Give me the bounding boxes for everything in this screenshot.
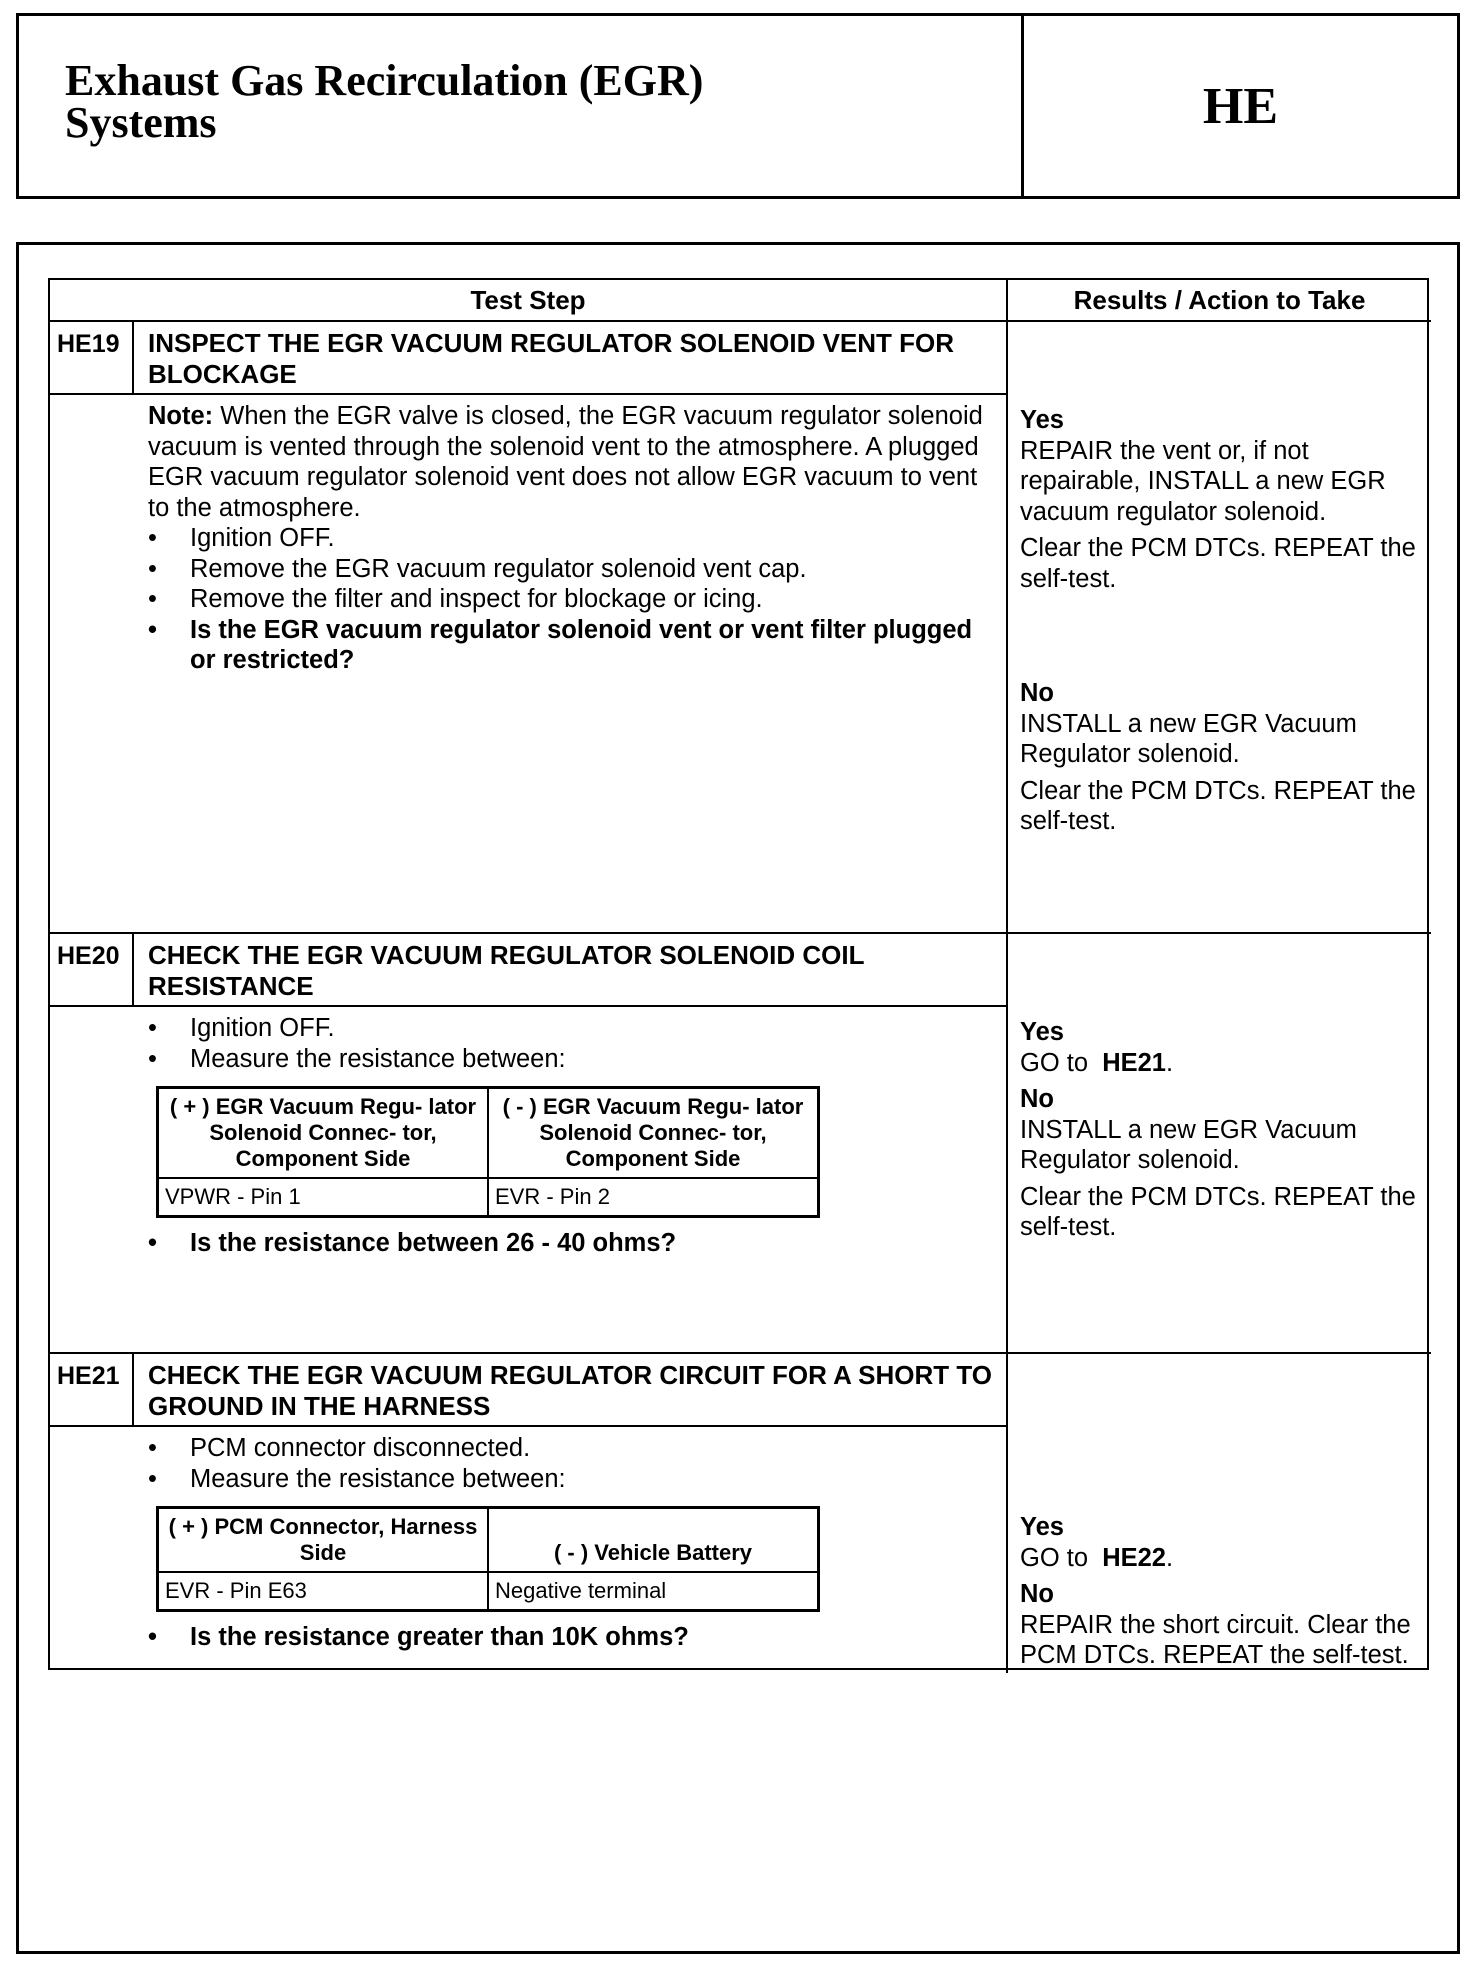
- step-id: HE19: [50, 322, 134, 395]
- no-label: No: [1020, 1580, 1054, 1608]
- meas-value-positive: EVR - Pin E63: [158, 1572, 489, 1611]
- step-id: HE20: [50, 934, 134, 1007]
- go-to-step: HE22: [1102, 1543, 1166, 1572]
- yes-action: GO to HE22.: [1020, 1543, 1174, 1572]
- measurement-table: [156, 1506, 820, 1612]
- meas-header-positive: ( + ) EGR Vacuum Regu- lator Solenoid Connec- tor, Component Side: [158, 1088, 489, 1179]
- step-results: [1008, 1354, 1431, 1673]
- page-title: [19, 16, 1024, 196]
- step-bullets: [148, 523, 996, 676]
- bullet-item: • Ignition OFF.: [148, 523, 996, 554]
- page-title-line1: Exhaust Gas Recirculation (EGR): [65, 56, 704, 105]
- step-bullets: [148, 1013, 996, 1074]
- step-title: CHECK THE EGR VACUUM REGULATOR SOLENOID COIL RESISTANCE: [134, 934, 1008, 1007]
- page-header: [16, 13, 1460, 199]
- step-id: HE21: [50, 1354, 134, 1427]
- bullet-item: • PCM connector disconnected.: [148, 1433, 996, 1464]
- column-header-test-step: Test Step: [50, 280, 1008, 322]
- no-followup: Clear the PCM DTCs. REPEAT the self-test.: [1020, 776, 1416, 835]
- step-body: [50, 1007, 1008, 1354]
- step-results: [1008, 934, 1431, 1354]
- yes-action: GO to HE21.: [1020, 1048, 1174, 1077]
- bullet-item: • Remove the filter and inspect for blockage or icing.: [148, 584, 996, 615]
- step-title: CHECK THE EGR VACUUM REGULATOR CIRCUIT FOR A SHORT TO GROUND IN THE HARNESS: [134, 1354, 1008, 1427]
- step-results: [1008, 322, 1431, 934]
- no-action: INSTALL a new EGR Vacuum Regulator solenoid.: [1020, 709, 1357, 768]
- step-body: [50, 1427, 1008, 1673]
- step-note: [148, 401, 996, 523]
- meas-value-negative: Negative terminal: [488, 1572, 819, 1611]
- step-question: • Is the resistance between 26 - 40 ohms?: [148, 1228, 996, 1259]
- yes-label: Yes: [1020, 406, 1064, 434]
- step-title: INSPECT THE EGR VACUUM REGULATOR SOLENOID VENT FOR BLOCKAGE: [134, 322, 1008, 395]
- yes-followup: Clear the PCM DTCs. REPEAT the self-test.: [1020, 534, 1416, 593]
- measurement-table: [156, 1086, 820, 1218]
- section-code: HE: [1202, 77, 1279, 135]
- meas-value-positive: VPWR - Pin 1: [158, 1178, 489, 1217]
- no-label: No: [1020, 679, 1054, 707]
- meas-value-negative: EVR - Pin 2: [488, 1178, 819, 1217]
- meas-header-negative: ( - ) Vehicle Battery: [488, 1508, 819, 1573]
- note-label: Note:: [148, 402, 214, 430]
- no-action: INSTALL a new EGR Vacuum Regulator solenoid.: [1020, 1115, 1357, 1174]
- no-label: No: [1020, 1085, 1054, 1113]
- test-step-table: [48, 278, 1429, 1670]
- bullet-item: • Remove the EGR vacuum regulator solenoid vent cap.: [148, 554, 996, 585]
- note-text: When the EGR valve is closed, the EGR vacuum regulator solenoid vacuum is vented through the solenoid vent to the atmosphere. A plugged EGR vacuum regulator solenoid vent does not allow EGR vacuum to vent to the atmosphere.: [148, 402, 983, 522]
- meas-header-negative: ( - ) EGR Vacuum Regu- lator Solenoid Connec- tor, Component Side: [488, 1088, 819, 1179]
- page-title-line2: Systems: [65, 98, 217, 147]
- bullet-item: • Measure the resistance between:: [148, 1044, 996, 1075]
- step-body: [50, 395, 1008, 934]
- no-followup: Clear the PCM DTCs. REPEAT the self-test.: [1020, 1182, 1416, 1241]
- bullet-item: • Ignition OFF.: [148, 1013, 996, 1044]
- step-question: • Is the EGR vacuum regulator solenoid vent or vent filter plugged or restricted?: [148, 615, 996, 676]
- yes-action: REPAIR the vent or, if not repairable, INSTALL a new EGR vacuum regulator solenoid.: [1020, 436, 1386, 526]
- column-header-results: Results / Action to Take: [1008, 280, 1431, 322]
- yes-label: Yes: [1020, 1513, 1064, 1541]
- step-bullets: [148, 1433, 996, 1494]
- no-action: REPAIR the short circuit. Clear the PCM DTCs. REPEAT the self-test.: [1020, 1610, 1411, 1669]
- step-question: • Is the resistance greater than 10K ohms?: [148, 1622, 996, 1653]
- yes-label: Yes: [1020, 1018, 1064, 1046]
- meas-header-positive: ( + ) PCM Connector, Harness Side: [158, 1508, 489, 1573]
- bullet-item: • Measure the resistance between:: [148, 1464, 996, 1495]
- go-to-step: HE21: [1102, 1048, 1166, 1077]
